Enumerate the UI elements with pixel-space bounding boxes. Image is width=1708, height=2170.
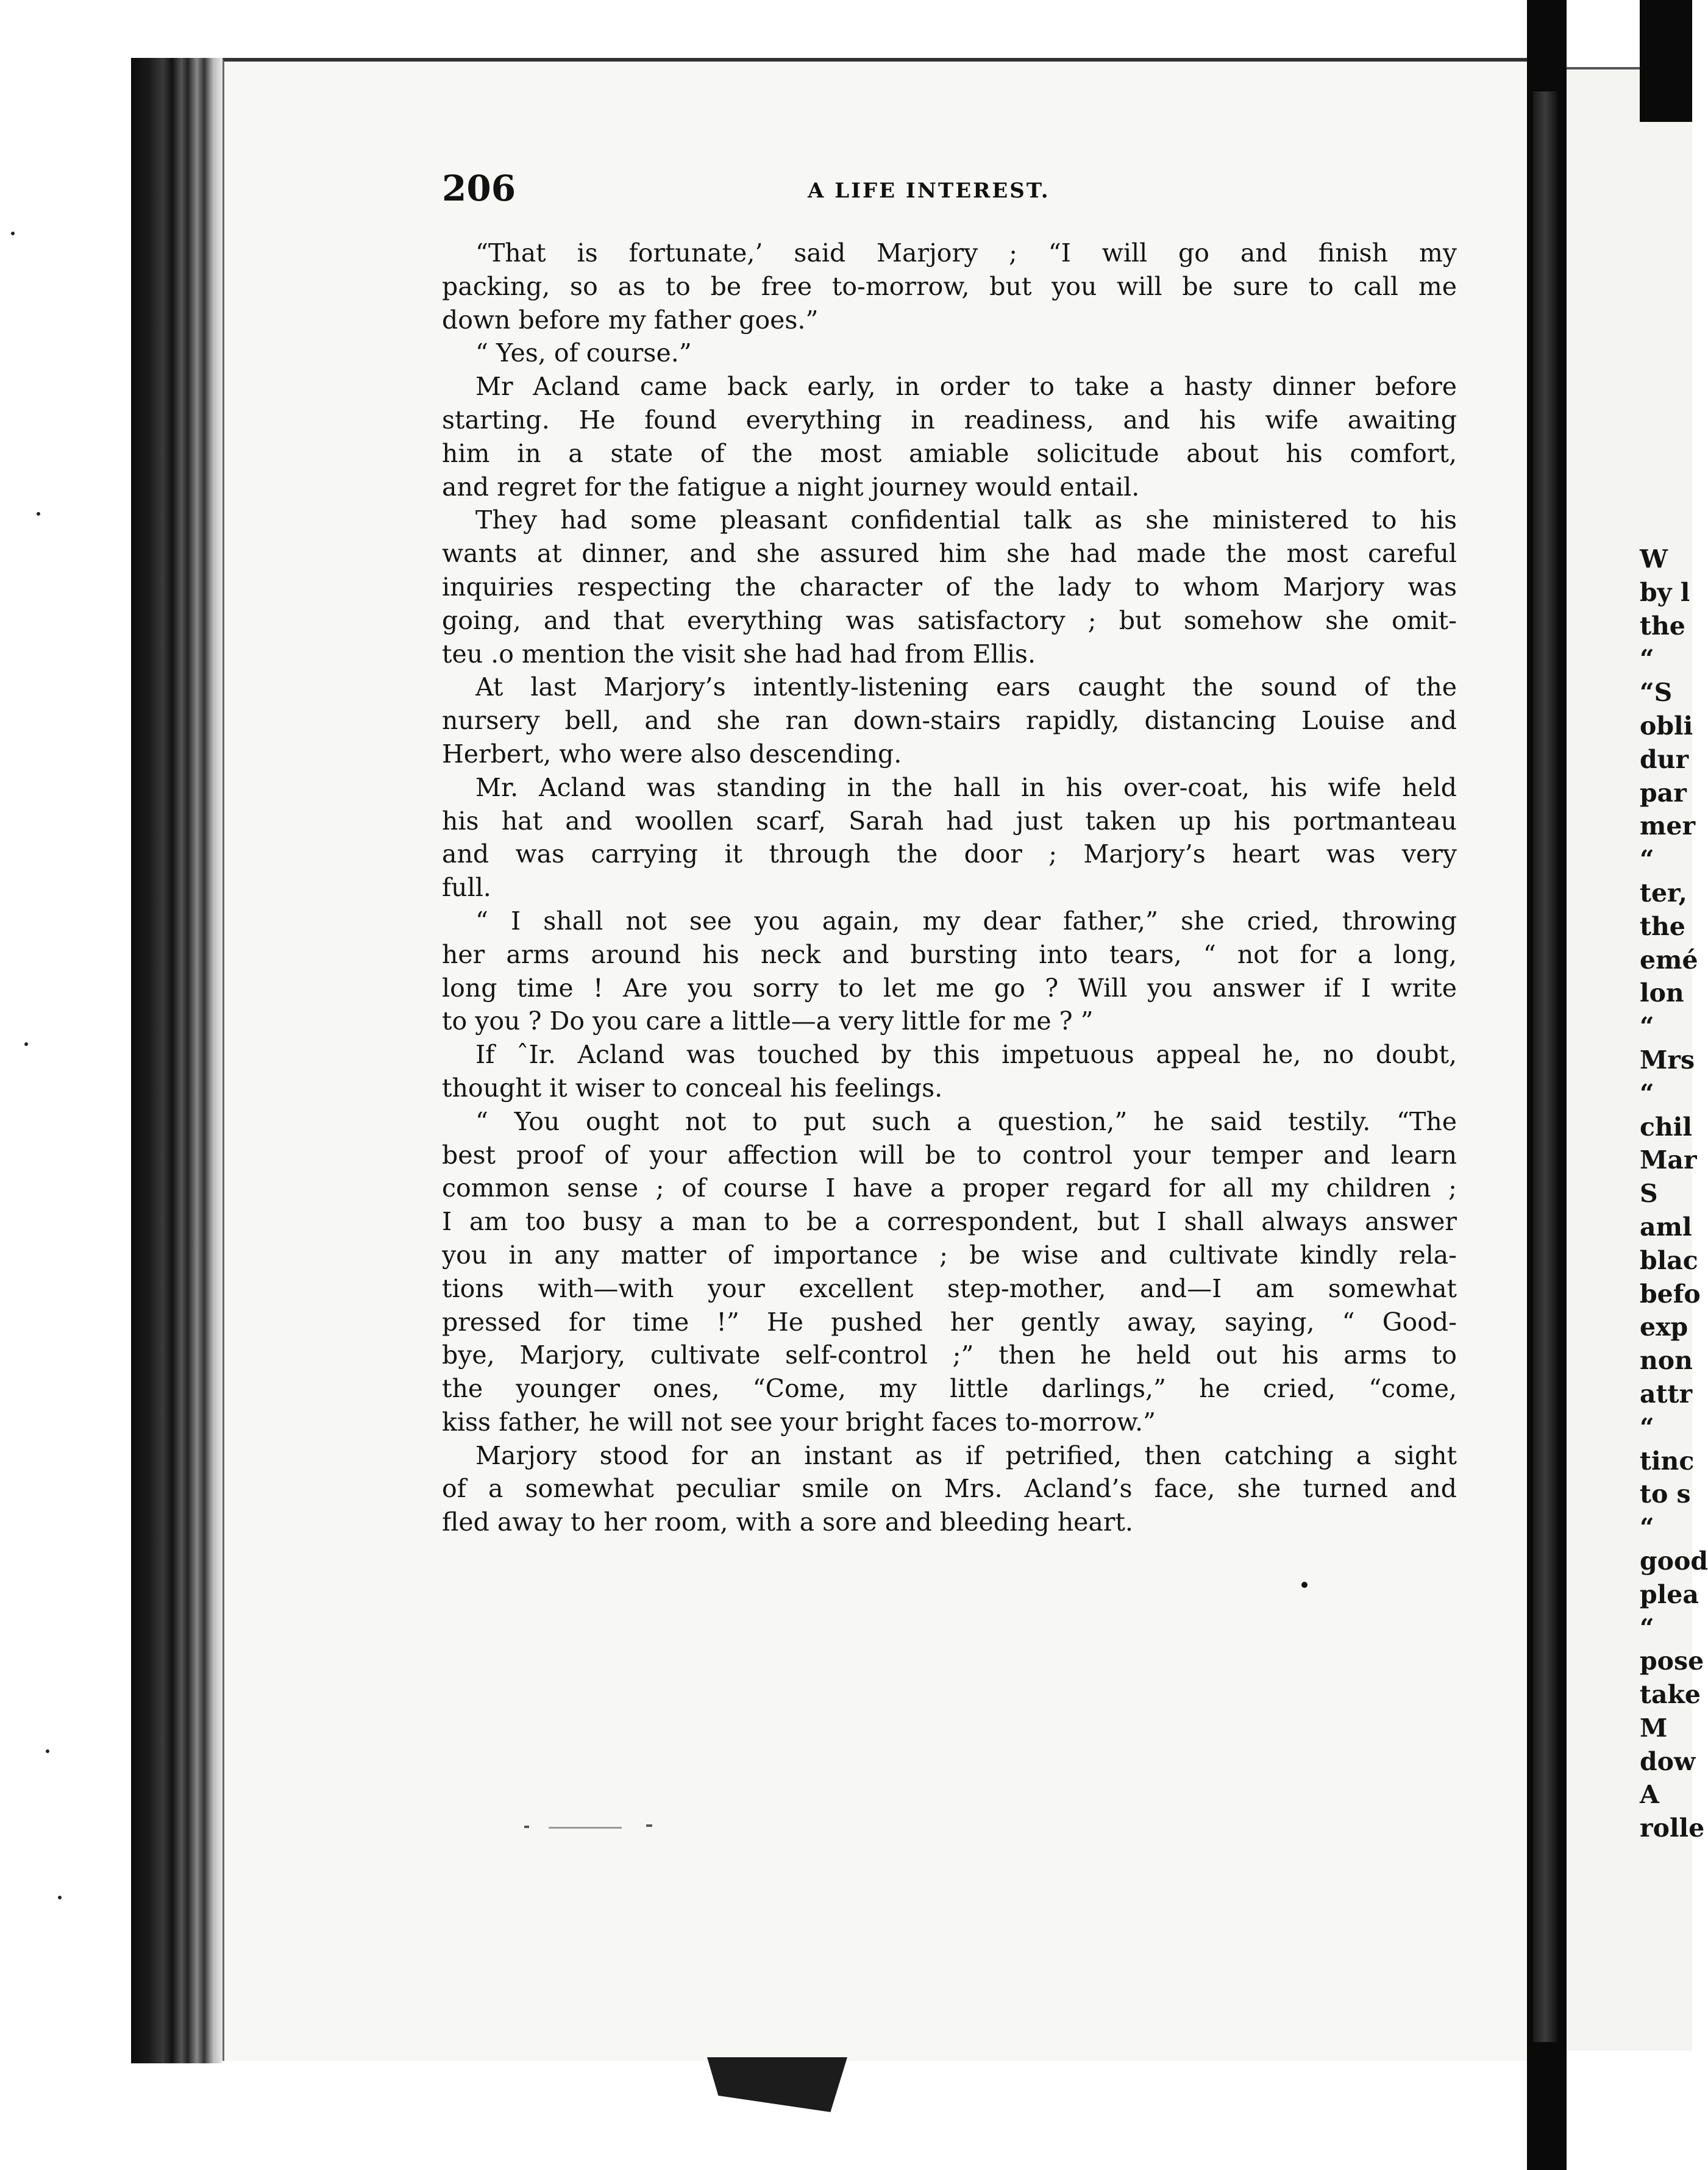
facing-page-fragment: by l [1640, 577, 1690, 607]
text-line: If ˆIr. Acland was touched by this impetuous appeal he, no doubt, [475, 1040, 1457, 1070]
text-line: starting. He found everything in readiness, and his wife awaiting [442, 405, 1457, 435]
facing-page-fragment: pose [1640, 1646, 1704, 1676]
facing-page-fragment: S [1640, 1179, 1658, 1209]
text-line: and regret for the fatigue a night journey would entail. [442, 472, 1140, 502]
text-line: you in any matter of importance ; be wise and cultivate kindly rela- [442, 1240, 1457, 1270]
text-line: fled away to her room, with a sore and bleeding heart. [442, 1507, 1133, 1537]
text-line: Mr Acland came back early, in order to take a hasty dinner before [475, 372, 1457, 402]
facing-page-top-shadow [1640, 0, 1692, 122]
text-line: They had some pleasant confidential talk as she ministered to his [475, 505, 1457, 535]
facing-page-fragment: ter, [1640, 878, 1687, 908]
facing-page-fragment: chil [1640, 1112, 1692, 1142]
facing-page-fragment: M [1640, 1713, 1668, 1743]
text-line: the younger ones, “Come, my little darlings,” he cried, “come, [442, 1374, 1457, 1404]
text-line: common sense ; of course I have a proper regard for all my children ; [442, 1173, 1457, 1203]
text-line: packing, so as to be free to-morrow, but you will be sure to call me [442, 271, 1457, 301]
text-line: going, and that everything was satisfactory ; but somehow she omit- [442, 605, 1457, 635]
facing-page-fragment: the [1640, 911, 1685, 941]
text-line: “ You ought not to put such a question,” he said testily. “The [475, 1106, 1457, 1136]
page-number: 206 [442, 168, 516, 209]
text-line: Marjory stood for an instant as if petrified, then catching a sight [475, 1440, 1457, 1470]
text-line: wants at dinner, and she assured him she had made the most careful [442, 539, 1457, 569]
text-line: “ I shall not see you again, my dear father,” she cried, throwing [475, 906, 1457, 936]
page-header [442, 168, 1454, 216]
body-text [442, 237, 1457, 1539]
facing-page-fragment: befo [1640, 1279, 1701, 1309]
facing-page-fragment: to s [1640, 1479, 1691, 1509]
facing-page-fragment: “ [1640, 1513, 1654, 1543]
facing-page-fragment: “S [1640, 678, 1673, 708]
text-line: her arms around his neck and bursting into tears, “ not for a long, [442, 939, 1457, 969]
text-line: inquiries respecting the character of the lady to whom Marjory was [442, 572, 1457, 602]
left-margin-specks [0, 0, 131, 2170]
bottom-smudge-marks [524, 1820, 671, 1832]
facing-page-fragment: “ [1640, 1078, 1654, 1108]
text-line: “That is fortunate,’ said Marjory ; “I will go and finish my [475, 238, 1457, 268]
text-line: Mr. Acland was standing in the hall in his over-coat, his wife held [475, 772, 1457, 802]
text-line: nursery bell, and she ran down-stairs rapidly, distancing Louise and [442, 706, 1457, 736]
facing-page-fragment: tinc [1640, 1446, 1695, 1476]
facing-page-fragment: good [1640, 1546, 1708, 1576]
facing-page-fragment: lon [1640, 978, 1684, 1008]
facing-page-fragment: emé [1640, 945, 1698, 975]
text-line: tions with—with your excellent step-mother, and—I am somewhat [442, 1273, 1457, 1303]
text-line: down before my father goes.” [442, 305, 819, 335]
text-line: bye, Marjory, cultivate self-control ;” then he held out his arms to [442, 1340, 1457, 1370]
gutter-shading [1533, 91, 1557, 2042]
text-line: thought it wiser to conceal his feelings. [442, 1073, 943, 1103]
book-page-edges [131, 58, 222, 2063]
facing-page-fragment: mer [1640, 811, 1696, 841]
facing-page-fragment: attr [1640, 1379, 1693, 1409]
text-line: and was carrying it through the door ; Marjory’s heart was very [442, 839, 1457, 869]
facing-page-fragment: rolle [1640, 1813, 1705, 1843]
text-line: kiss father, he will not see your bright faces to-morrow.” [442, 1407, 1156, 1437]
facing-page-fragment: dow [1640, 1746, 1696, 1776]
text-line: full. [442, 873, 491, 903]
text-line: of a somewhat peculiar smile on Mrs. Acland’s face, she turned and [442, 1474, 1457, 1504]
text-line: pressed for time !” He pushed her gently away, saying, “ Good- [442, 1307, 1457, 1337]
facing-page-fragment: aml [1640, 1212, 1692, 1242]
end-mark [1301, 1582, 1308, 1588]
facing-page-fragment: Mar [1640, 1145, 1697, 1175]
text-line: I am too busy a man to be a correspondent, but I shall always answer [442, 1207, 1457, 1237]
text-line: him in a state of the most amiable solicitude about his comfort, [442, 438, 1457, 468]
text-line: long time ! Are you sorry to let me go ? Will you answer if I write [442, 973, 1457, 1003]
facing-page-fragment: “ [1640, 1412, 1654, 1442]
text-line: teu .o mention the visit she had had from Ellis. [442, 639, 1036, 669]
facing-page-fragment: “ [1640, 845, 1654, 875]
facing-page-fragment: dur [1640, 744, 1689, 774]
facing-page-fragment: exp [1640, 1312, 1688, 1342]
text-line: his hat and woollen scarf, Sarah had just taken up his portmanteau [442, 806, 1457, 836]
facing-page-fragment: W [1640, 544, 1668, 574]
facing-page-fragment: non [1640, 1346, 1693, 1376]
facing-page-fragment: plea [1640, 1579, 1699, 1609]
running-head: A LIFE INTEREST. [808, 179, 1050, 203]
text-line: At last Marjory’s intently-listening ears caught the sound of the [475, 672, 1457, 702]
facing-page-fragment: “ [1640, 1613, 1654, 1643]
text-line: to you ? Do you care a little—a very little for me ? ” [442, 1006, 1094, 1036]
text-line: Herbert, who were also descending. [442, 739, 902, 769]
text-line: “ Yes, of course.” [475, 338, 692, 368]
facing-page-fragment: take [1640, 1680, 1701, 1710]
facing-page-fragment: “ [1640, 644, 1654, 674]
facing-page-fragment: “ [1640, 1012, 1654, 1042]
facing-page-fragment: Mrs [1640, 1045, 1695, 1075]
facing-page-fragment: A [1640, 1780, 1659, 1810]
facing-page-fragment: blac [1640, 1245, 1698, 1275]
text-line: best proof of your affection will be to control your temper and learn [442, 1140, 1457, 1170]
facing-page-fragment: the [1640, 611, 1685, 641]
facing-page-fragment: par [1640, 778, 1687, 808]
facing-page-fragment: obli [1640, 711, 1693, 741]
facing-page-text [1640, 542, 1708, 1845]
